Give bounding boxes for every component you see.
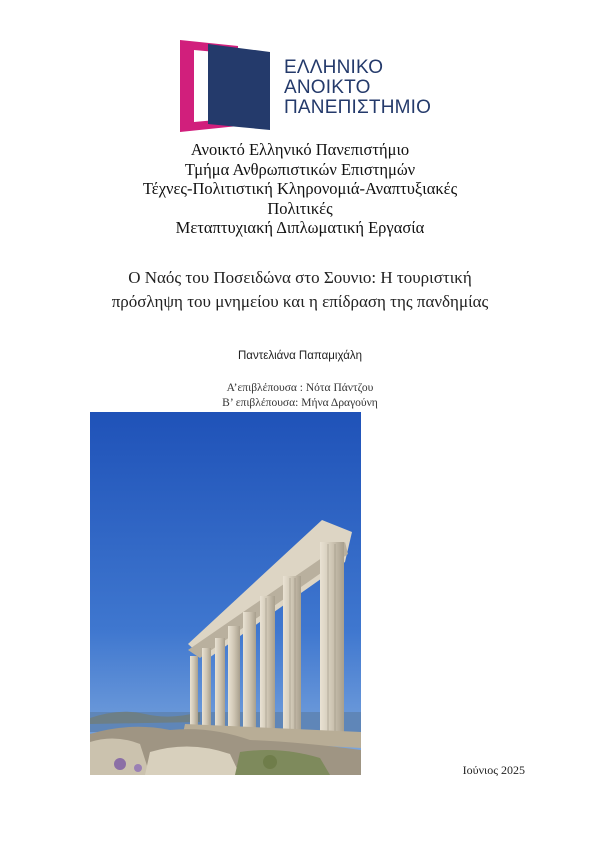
thesis-type: Μεταπτυχιακή Διπλωματική Εργασία bbox=[175, 218, 425, 237]
program-name-line-2: Πολιτικές bbox=[267, 198, 333, 218]
university-logo bbox=[178, 38, 432, 134]
university-name: Ανοικτό Ελληνικό Πανεπιστήμιο bbox=[190, 140, 410, 159]
thesis-title-line-1: Ο Ναός του Ποσειδώνα στο Σουνιο: Η τουριστική bbox=[128, 268, 472, 287]
author-name: Παντελιάνα Παπαμιχάλη bbox=[238, 350, 362, 362]
second-supervisor: Β’ επιβλέπουσα: Μήνα Δραγούνη bbox=[222, 396, 378, 409]
logo-line-1: ΕΛΛΗΝΙΚΟ bbox=[284, 57, 384, 78]
temple-of-poseidon-image bbox=[90, 412, 361, 775]
institution-block bbox=[0, 140, 600, 238]
supervisors-block bbox=[0, 381, 600, 410]
school-name: Τμήμα Ανθρωπιστικών Επιστημών bbox=[184, 159, 416, 179]
first-supervisor: Α’επιβλέπουσα : Νότα Πάντζου bbox=[226, 382, 374, 394]
temple-photo bbox=[90, 412, 361, 775]
logo-wordmark bbox=[284, 58, 431, 118]
logo-line-3: ΠΑΝΕΠΙΣΤΗΜΙΟ bbox=[284, 97, 432, 118]
thesis-title bbox=[0, 266, 600, 314]
submission-date: Ιούνιος 2025 bbox=[462, 763, 525, 777]
logo-line-2: ΑΝΟΙΚΤΟ bbox=[284, 77, 371, 98]
thesis-title-line-2: πρόσληψη του μνημείου και η επίδραση της πανδημίας bbox=[111, 292, 489, 311]
logo-book-icon bbox=[178, 38, 278, 134]
program-name-line-1: Τέχνες-Πολιτιστική Κληρονομιά-Αναπτυξιακές bbox=[142, 179, 458, 198]
